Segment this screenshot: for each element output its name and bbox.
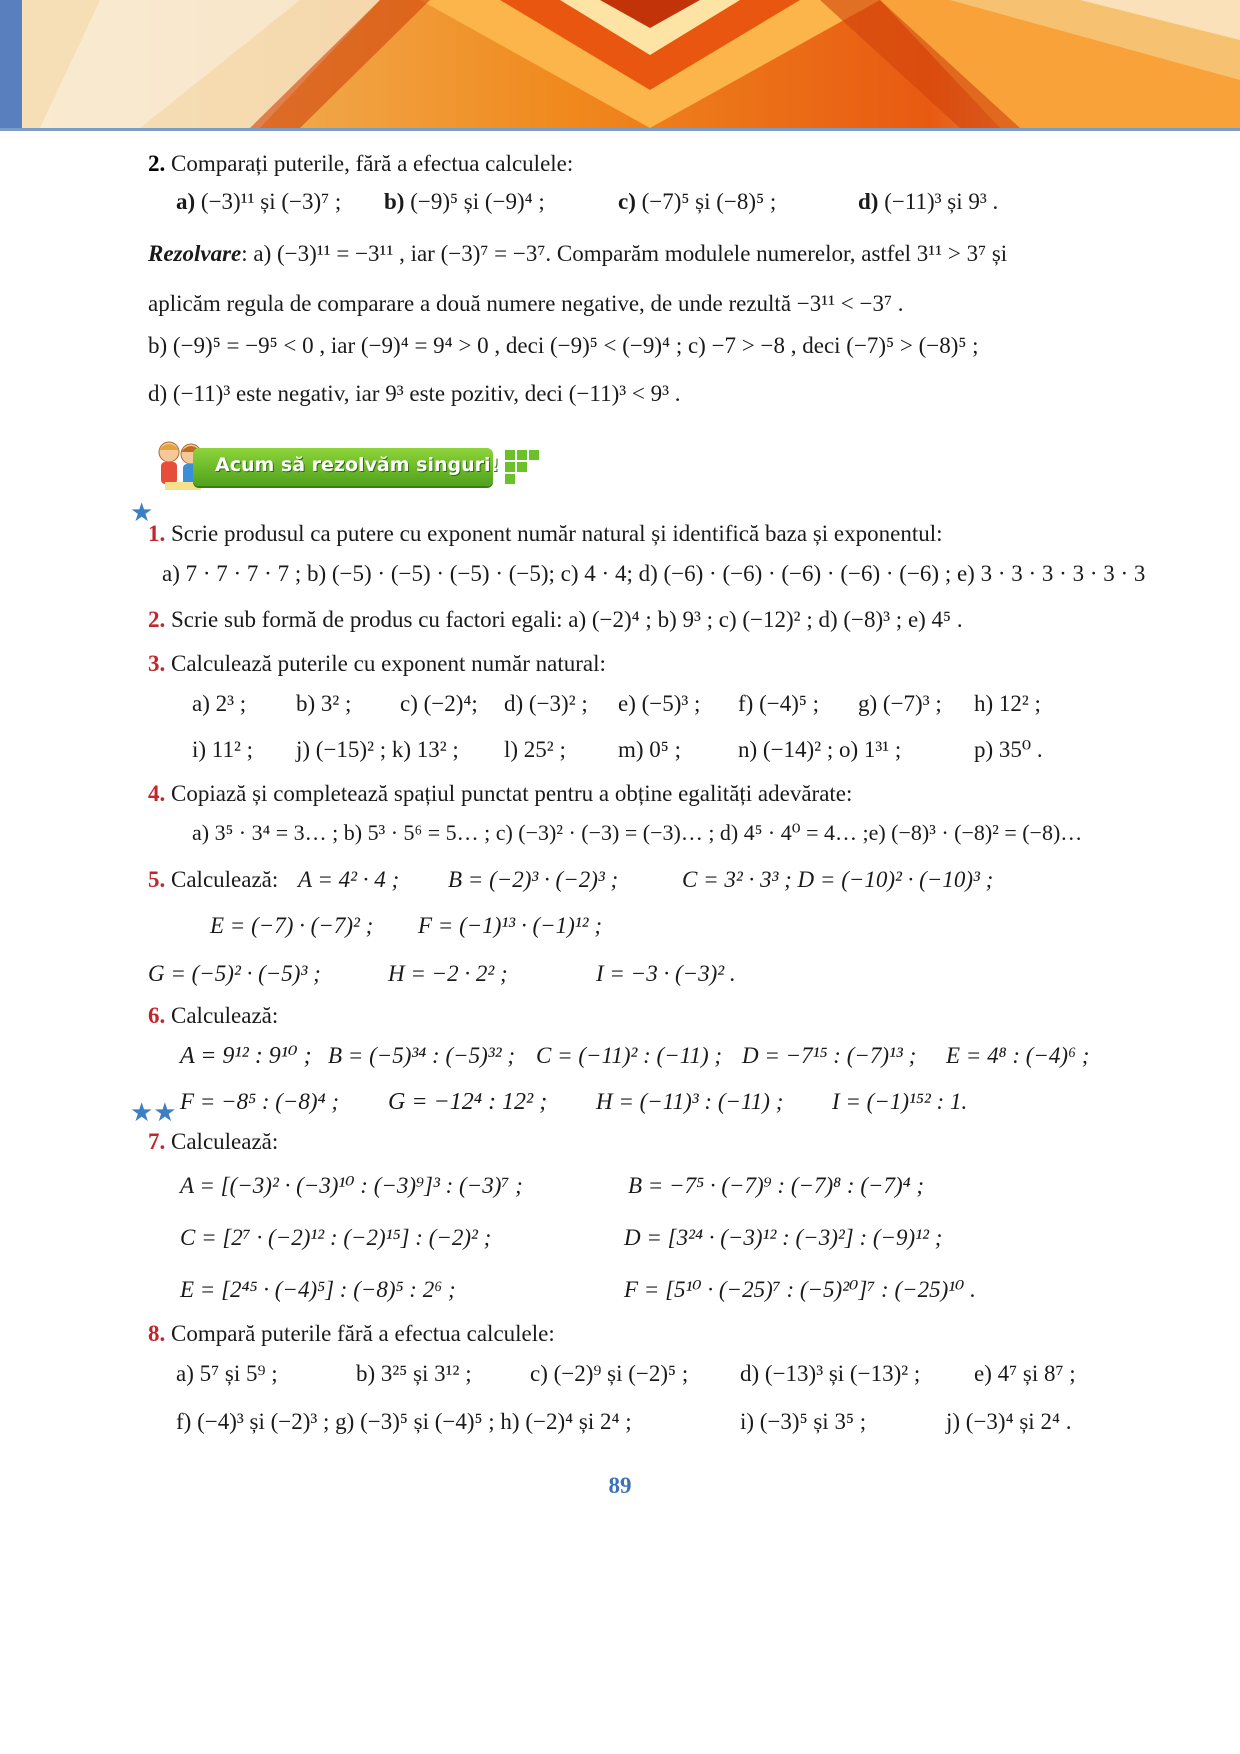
exercise-5-item: B = (−2)³ · (−2)³ ;: [448, 867, 619, 892]
exercise-6-item: E = 4⁸ : (−4)⁶ ;: [946, 1043, 1090, 1068]
exercise-8-item: a) 5⁷ și 5⁹ ;: [176, 1361, 278, 1386]
exercise-6-title: [148, 1002, 278, 1030]
solution-line-2: aplicăm regula de comparare a două numere negative, de unde rezultă −3¹¹ < −3⁷ .: [148, 291, 904, 316]
exercise-2: [148, 606, 963, 634]
exercise-8-item: f) (−4)³ și (−2)³ ; g) (−3)⁵ și (−4)⁵ ; h) (−2)⁴ și 2⁴ ;: [176, 1409, 632, 1434]
exercise-4-text: Copiază și completează spațiul punctat pentru a obține egalități adevărate:: [171, 781, 853, 806]
exercise-3-item: d) (−3)² ;: [504, 691, 588, 716]
exercise-4-title: [148, 780, 852, 808]
exercise-8-item: c) (−2)⁹ și (−2)⁵ ;: [530, 1361, 689, 1386]
exercise-5-number: 5.: [148, 867, 166, 892]
exercise-8-item: j) (−3)⁴ și 2⁴ .: [946, 1409, 1072, 1434]
exercise-6-item: A = 9¹² : 9¹⁰ ;: [180, 1043, 312, 1069]
exercise-6-item: D = −7¹⁵ : (−7)¹³ ;: [742, 1043, 917, 1068]
exercise-5-item: H = −2 · 2² ;: [388, 961, 508, 986]
exercise-3-item: g) (−7)³ ;: [858, 691, 942, 716]
exercise-8-text: Compară puterile fără a efectua calculele:: [171, 1321, 555, 1346]
exercise-6-item: H = (−11)³ : (−11) ;: [596, 1089, 784, 1114]
exercise-2-number: 2.: [148, 607, 166, 632]
exercise-5-item: C = 3² · 3³ ; D = (−10)² · (−10)³ ;: [682, 867, 994, 892]
exercise-5-item: E = (−7) · (−7)² ;: [210, 913, 374, 938]
exercise-5-item: G = (−5)² · (−5)³ ;: [148, 961, 321, 986]
exercise-5-item: A = 4² · 4 ;: [298, 867, 400, 892]
exercise-6-item: I = (−1)¹⁵² : 1.: [832, 1089, 968, 1114]
exercise-7-text: Calculează:: [171, 1129, 279, 1154]
exercise-3-number: 3.: [148, 651, 166, 676]
exercise-3-text: Calculează puterile cu exponent număr natural:: [171, 651, 606, 676]
exercise-1-title: [148, 520, 943, 548]
exercise-3-item: n) (−14)² ; o) 1³¹ ;: [738, 737, 902, 762]
exercise-7-E: E = [2⁴⁵ · (−4)⁵] : (−8)⁵ : 2⁶ ;: [180, 1277, 456, 1302]
item-label: b): [384, 189, 405, 214]
exercise-8-item: i) (−3)⁵ și 3⁵ ;: [740, 1409, 867, 1434]
exercise-6-item: C = (−11)² : (−11) ;: [536, 1043, 723, 1068]
solution-text-1: : a) (−3)¹¹ = −3¹¹ , iar (−3)⁷ = −3⁷. Comparăm modulele numerelor, astfel 3¹¹ > 3⁷ și: [241, 241, 1008, 266]
exercise-5-text: Calculează:: [171, 867, 279, 892]
exercise-3-item: h) 12² ;: [974, 691, 1041, 716]
exercise-3-item: l) 25² ;: [504, 737, 566, 762]
children-icon: [155, 438, 191, 490]
exercise-7-title: [148, 1128, 278, 1156]
solution-line-1: [148, 240, 1007, 268]
page-number: 89: [608, 1473, 632, 1498]
exercise-3-item: j) (−15)² ; k) 13² ;: [296, 737, 459, 762]
solution-line-3: b) (−9)⁵ = −9⁵ < 0 , iar (−9)⁴ = 9⁴ > 0 , deci (−9)⁵ < (−9)⁴ ; c) −7 > −8 , deci (−7)⁵ > (−8)⁵ ;: [148, 333, 979, 358]
exercise-3-item: f) (−4)⁵ ;: [738, 691, 820, 716]
exercise-3-title: [148, 650, 606, 678]
exercise-7-number: 7.: [148, 1129, 166, 1154]
exercise-7-B: B = −7⁵ · (−7)⁹ : (−7)⁸ : (−7)⁴ ;: [628, 1173, 925, 1198]
header-banner-image: [0, 0, 1240, 128]
exercise-8-item: d) (−13)³ și (−13)² ;: [740, 1361, 921, 1386]
example-2-d: (−11)³ și 9³ .: [884, 189, 999, 214]
exercise-1-text: Scrie produsul ca putere cu exponent număr natural și identifică baza și exponentul:: [171, 521, 943, 546]
badge-text: Acum să rezolvăm singuri!: [215, 454, 500, 476]
example-2-c: (−7)⁵ și (−8)⁵ ;: [641, 189, 777, 214]
example-2-a: (−3)¹¹ și (−3)⁷ ;: [200, 189, 342, 214]
exercise-7-F: F = [5¹⁰ · (−25)⁷ : (−5)²⁰]⁷ : (−25)¹⁰ .: [624, 1277, 976, 1302]
exercise-3-item: c) (−2)⁴;: [400, 691, 478, 716]
example-2-items-c: [618, 188, 776, 216]
exercise-7-A: A = [(−3)² · (−3)¹⁰ : (−3)⁹]³ : (−3)⁷ ;: [180, 1173, 523, 1198]
example-2-items-b: [384, 188, 545, 216]
solution-line-4: d) (−11)³ este negativ, iar 9³ este pozitiv, deci (−11)³ < 9³ .: [148, 381, 681, 406]
exercise-2-text: Scrie sub formă de produs cu factori egali: a) (−2)⁴ ; b) 9³ ; c) (−12)² ; d) (−8)³ ; e) 4⁵ .: [171, 607, 963, 632]
example-2-items-d: [858, 188, 998, 216]
exercise-3-item: p) 35⁰ .: [974, 737, 1043, 762]
exercise-6-item: B = (−5)³⁴ : (−5)³² ;: [328, 1043, 515, 1068]
exercise-5-title: [148, 866, 278, 894]
header-divider: [0, 128, 1240, 131]
exercise-3-item: m) 0⁵ ;: [618, 737, 681, 762]
section-badge: [155, 438, 545, 498]
exercise-6-text: Calculează:: [171, 1003, 279, 1028]
exercise-3-item: a) 2³ ;: [192, 691, 247, 716]
exercise-8-title: [148, 1320, 555, 1348]
exercise-6-item: G = −12⁴ : 12² ;: [388, 1089, 548, 1115]
example-2-text: Comparați puterile, fără a efectua calculele:: [171, 151, 574, 176]
exercise-5-item: F = (−1)¹³ · (−1)¹² ;: [418, 913, 602, 938]
item-label: d): [858, 189, 879, 214]
example-2-title: [148, 150, 573, 178]
exercise-7-C: C = [2⁷ · (−2)¹² : (−2)¹⁵] : (−2)² ;: [180, 1225, 492, 1250]
exercise-3-item: e) (−5)³ ;: [618, 691, 701, 716]
exercise-1-number: 1.: [148, 521, 166, 546]
exercise-3-item: b) 3² ;: [296, 691, 352, 716]
exercise-4-items: a) 3⁵ · 3⁴ = 3… ; b) 5³ · 5⁶ = 5… ; c) (−3)² · (−3) = (−3)… ; d) 4⁵ · 4⁰ = 4… ;e) (−8)³ · (−8)² = (−8)…: [192, 820, 1083, 845]
exercise-1-items: a) 7 · 7 · 7 · 7 ; b) (−5) · (−5) · (−5) · (−5); c) 4 · 4; d) (−6) · (−6) · (−6) · (−6) · (−6) ; e) 3 · 3 · 3 · 3 · 3 · 3: [162, 561, 1146, 586]
solution-label: Rezolvare: [148, 241, 242, 266]
exercise-8-number: 8.: [148, 1321, 166, 1346]
example-2-number: 2.: [148, 151, 166, 176]
item-label: c): [618, 189, 636, 214]
exercise-5-item: I = −3 · (−3)² .: [596, 961, 736, 986]
exercise-8-item: e) 4⁷ și 8⁷ ;: [974, 1361, 1076, 1386]
exercise-7-D: D = [3²⁴ · (−3)¹² : (−3)²] : (−9)¹² ;: [624, 1225, 943, 1250]
star-icon-double: ★★: [130, 1098, 177, 1127]
example-2-b: (−9)⁵ și (−9)⁴ ;: [410, 189, 545, 214]
exercise-4-number: 4.: [148, 781, 166, 806]
exercise-3-item: i) 11² ;: [192, 737, 253, 762]
example-2-items: [176, 188, 341, 216]
exercise-6-item: F = −8⁵ : (−8)⁴ ;: [180, 1089, 339, 1114]
exercise-8-item: b) 3²⁵ și 3¹² ;: [356, 1361, 472, 1386]
exercise-6-number: 6.: [148, 1003, 166, 1028]
star-icon: ★: [130, 498, 154, 527]
item-label: a): [176, 189, 196, 214]
